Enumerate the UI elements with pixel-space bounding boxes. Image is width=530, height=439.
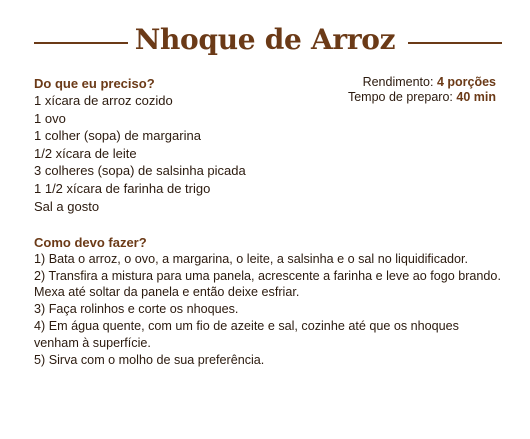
- recipe-title: Nhoque de Arroz: [134, 23, 396, 56]
- yield-value: 4 porções: [436, 75, 496, 89]
- ingredient-item: 1 xícara de arroz cozido: [34, 93, 173, 108]
- prep-time-label: Tempo de preparo:: [347, 89, 453, 104]
- yield-label: Rendimento:: [362, 75, 434, 89]
- step-item: 2) Transfira a mistura para uma panela, acrescente a farinha e leve ao fogo brando. Mexa até soltar da panela e então deixe esfriar.: [34, 269, 501, 300]
- ingredient-item: Sal a gosto: [34, 198, 100, 214]
- steps-list: [34, 251, 504, 368]
- ingredients-heading: Do que eu preciso?: [34, 76, 155, 91]
- step-item: 4) Em água quente, com um fio de azeite e sal, cozinhe até que os nhoques venham à superfície.: [34, 319, 459, 350]
- ingredients-list: [34, 89, 504, 215]
- title-divider-right: [408, 42, 502, 44]
- step-item: 3) Faça rolinhos e corte os nhoques.: [34, 302, 239, 317]
- ingredient-item: 3 colheres (sopa) de salsinha picada: [34, 163, 246, 179]
- prep-time-value: 40 min: [456, 89, 496, 104]
- step-item: 5) Sirva com o molho de sua preferência.: [34, 352, 265, 367]
- ingredient-item: 1 ovo: [34, 110, 66, 126]
- ingredient-item: 1/2 xícara de leite: [34, 145, 137, 161]
- step-item: 1) Bata o arroz, o ovo, a margarina, o leite, a salsinha e o sal no liquidificador.: [34, 252, 469, 266]
- ingredients-section: [34, 75, 504, 215]
- steps-heading: Como devo fazer?: [34, 235, 147, 250]
- ingredient-item: 1 1/2 xícara de farinha de trigo: [34, 180, 211, 196]
- ingredient-item: 1 colher (sopa) de margarina: [34, 128, 201, 144]
- steps-section: [34, 234, 504, 369]
- title-row: [0, 20, 530, 64]
